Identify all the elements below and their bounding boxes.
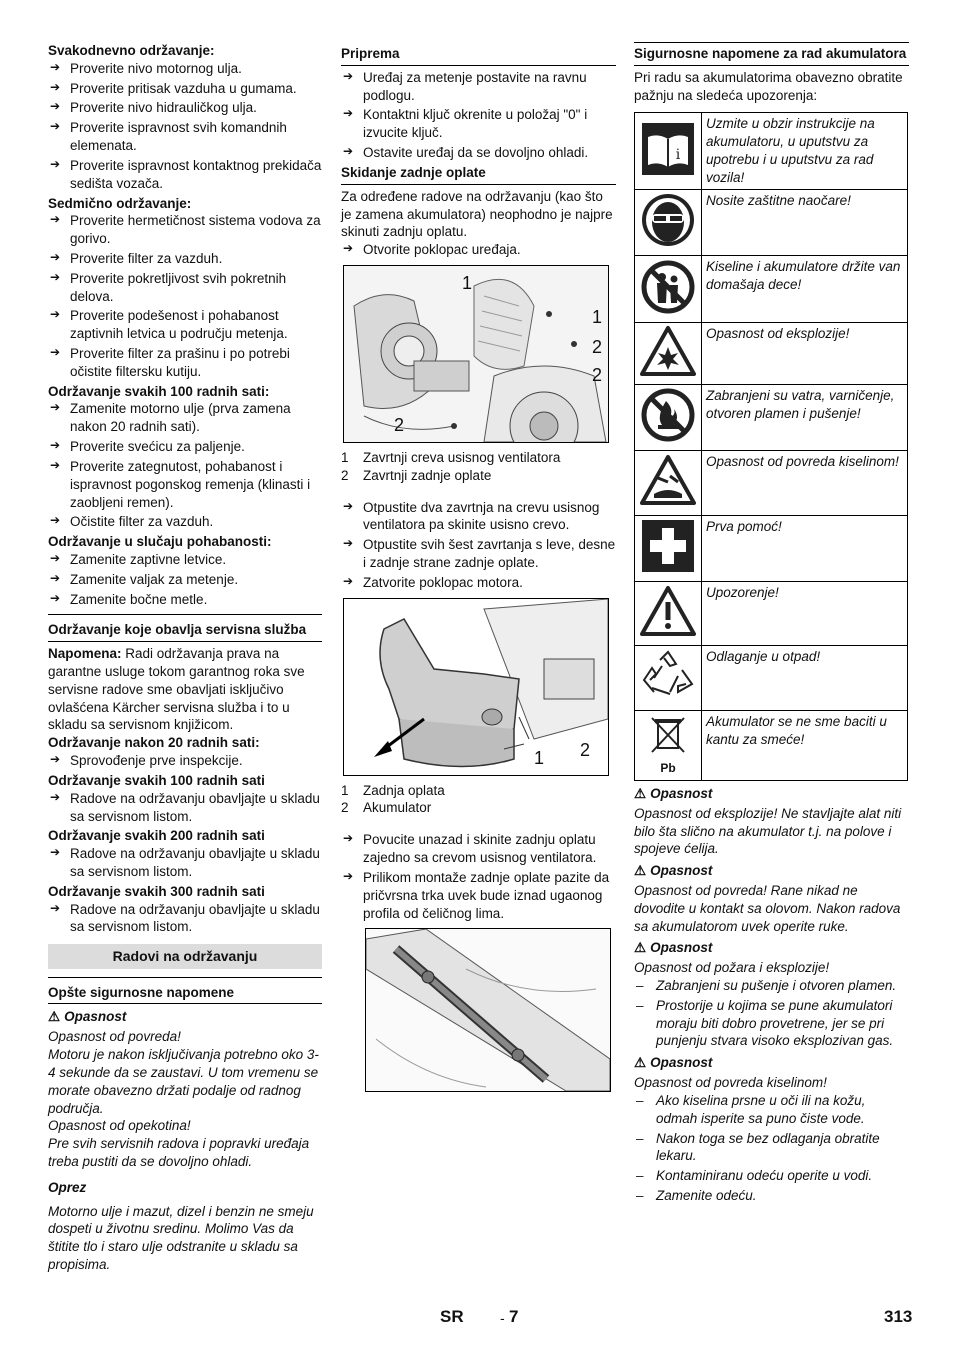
arrow-icon: [343, 574, 353, 590]
bin-label: Pb: [660, 760, 676, 775]
symbol-text: Prva pomoć!: [702, 515, 908, 581]
arrow-icon: [50, 212, 60, 228]
instruction-item: ➔ Radove na održavanju obavljajte u skladu sa servisnom listom.: [48, 901, 322, 937]
legend-item: 2 Zavrtnji zadnje oplate: [341, 467, 492, 483]
symbol-text: Upozorenje!: [702, 581, 908, 645]
danger3-heading: ⚠ Opasnost: [634, 940, 713, 956]
caution-heading: Oprez: [48, 1179, 87, 1195]
symbol-row: [635, 710, 908, 780]
instruction-item: ➔ Otpustite svih šest zavrtanja s leve, desne i zadnje strane zadnje oplate.: [341, 536, 616, 572]
symbol-table: [634, 112, 908, 780]
arrow-icon: [50, 571, 60, 587]
engine-illustration: [344, 266, 608, 442]
dash-item: – Zabranjeni su pušenje i otvoren plamen.: [634, 977, 909, 995]
danger1-heading: ⚠ Opasnost: [634, 785, 713, 801]
s100-title: Održavanje svakih 100 radnih sati: [48, 772, 265, 788]
instruction-item: ➔ Otvorite poklopac uređaja.: [341, 241, 616, 259]
instruction-item: ➔ Zamenite zaptivne letvice.: [48, 551, 322, 569]
instruction-item: ➔ Kontaktni ključ okrenite u položaj "0" i izvucite ključ.: [341, 106, 616, 142]
danger-line: Opasnost od povreda!: [48, 1029, 181, 1045]
callout-2b: 2: [592, 364, 603, 385]
footer-language: SR: [440, 1307, 464, 1326]
acid-icon: [640, 454, 696, 506]
arrow-icon: [343, 499, 353, 515]
arrow-icon: [50, 752, 60, 768]
symbol-row: [635, 190, 908, 256]
instruction-item: ➔ Povucite unazad i skinite zadnju oplatu zajedno sa crevom usisnog ventilatora.: [341, 831, 616, 867]
callout-2a: 2: [592, 336, 603, 357]
instruction-item: ➔ Proverite nivo motornog ulja.: [48, 60, 322, 78]
arrow-icon: [50, 60, 60, 76]
s300-list: [48, 901, 322, 937]
instruction-item: ➔ Proverite ispravnost kontaktnog prekidača sedišta vozača.: [48, 157, 322, 193]
instruction-item: ➔ Zatvorite poklopac motora.: [341, 574, 616, 592]
service-title: Održavanje koje obavlja servisna služba: [48, 614, 322, 642]
arrow-icon: [50, 80, 60, 96]
symbol-row: [635, 323, 908, 385]
danger4-heading: ⚠ Opasnost: [634, 1055, 713, 1071]
symbol-text: Opasnost od eksplozije!: [702, 323, 908, 385]
warning-triangle-icon: ⚠: [634, 940, 647, 956]
footer-separator: -: [500, 1310, 505, 1326]
explosion-icon: [640, 325, 696, 377]
instruction-item: ➔ Uređaj za metenje postavite na ravnu podlogu.: [341, 69, 616, 105]
symbol-text: Nosite zaštitne naočare!: [702, 190, 908, 256]
symbol-row: [635, 113, 908, 190]
battery-title: Sigurnosne napomene za rad akumulatora: [634, 42, 909, 66]
svg-text:i: i: [675, 147, 681, 164]
legend-item: 1 Zadnja oplata: [341, 782, 445, 798]
arrow-icon: [343, 106, 353, 122]
dash-item: – Nakon toga se bez odlaganja obratite lekaru.: [634, 1130, 909, 1166]
dash-item: – Ako kiselina prsne u oči ili na kožu, odmah isperite sa puno čiste vode.: [634, 1092, 909, 1128]
arrow-icon: [50, 790, 60, 806]
h100-title: Održavanje svakih 100 radnih sati:: [48, 383, 270, 399]
danger4-text: Opasnost od povreda kiselinom!: [634, 1075, 827, 1091]
instruction-item: ➔ Proverite podešenost i pohabanost zaptivnih letvica u području metenja.: [48, 307, 322, 343]
arrow-icon: [343, 144, 353, 160]
instruction-item: ➔ Proverite pokretljivost svih pokretnih delova.: [48, 270, 322, 306]
danger-line: Pre svih servisnih radova i popravki uređaja treba pustiti da se dovoljno ohladi.: [48, 1136, 310, 1169]
crossed-bin-icon: [640, 714, 696, 756]
arrow-icon: [50, 345, 60, 361]
callout-battery: 2: [580, 739, 591, 760]
callout-2c: 2: [394, 414, 405, 435]
prep-list: [341, 69, 616, 162]
instruction-item: ➔ Sprovođenje prve inspekcije.: [48, 752, 322, 770]
symbol-text: Akumulator se ne sme baciti u kantu za smeće!: [702, 710, 908, 780]
weekly-title: Sedmično održavanje:: [48, 195, 192, 211]
symbol-text: Opasnost od povreda kiselinom!: [702, 450, 908, 515]
weekly-list: [48, 212, 322, 380]
instruction-item: ➔ Proverite filter za prašinu i po potrebi očistite filtersku kutiju.: [48, 345, 322, 381]
steps-3: [341, 831, 616, 922]
arrow-icon: [50, 400, 60, 416]
instruction-item: ➔ Radove na održavanju obavljajte u skladu sa servisnom listom.: [48, 790, 322, 826]
arrow-icon: [343, 536, 353, 552]
symbol-row: [635, 645, 908, 710]
instruction-item: ➔ Proverite filter za vazduh.: [48, 250, 322, 268]
danger-lines: [48, 1028, 322, 1171]
goggles-icon: [640, 192, 696, 248]
danger-line: Motoru je nakon isključivanja potrebno oko 3-4 sekunde da se zaustavi. U tom vremenu se morate obavezno držati podalje od radnog područja.: [48, 1047, 319, 1116]
service-note: [48, 645, 322, 734]
arrow-icon: [50, 458, 60, 474]
instruction-item: ➔ Očistite filter za vazduh.: [48, 513, 322, 531]
arrow-icon: [50, 845, 60, 861]
dash-item: – Zamenite odeću.: [634, 1187, 909, 1205]
warning-triangle-icon: ⚠: [634, 863, 647, 879]
instruction-item: ➔ Proverite ispravnost svih komandnih elemenata.: [48, 119, 322, 155]
instruction-item: ➔ Zamenite valjak za metenje.: [48, 571, 322, 589]
remove-steps: [341, 241, 616, 259]
legend-1: [341, 449, 616, 485]
callout-1b: 1: [592, 306, 603, 327]
legend-item: 2 Akumulator: [341, 800, 432, 816]
symbol-text: Uzmite u obzir instrukcije na akumulatoru, u uputstvu za upotrebu i u uputstvu za rad vozila!: [702, 113, 908, 190]
danger2-text: Opasnost od povreda! Rane nikad ne dovodite u kontakt sa olovom. Nakon radova sa akumulatorom uvek operite ruke.: [634, 882, 901, 934]
danger3-text: Opasnost od požara i eksplozije!: [634, 960, 830, 976]
arrow-icon: [50, 551, 60, 567]
column-left: [48, 42, 322, 1274]
arrow-icon: [50, 591, 60, 607]
arrow-icon: [343, 869, 353, 885]
callout-1a: 1: [462, 272, 473, 293]
danger1-text: Opasnost od eksplozije! Ne stavljajte alat niti bilo šta slično na akumulator t.j. na polove i spojeve ćelija.: [634, 805, 902, 857]
dash-item: – Kontaminiranu odeću operite u vodi.: [634, 1167, 909, 1185]
callout-cover: 1: [534, 747, 545, 768]
dash-item: – Prostorije u kojima se pune akumulatori moraju biti dobro provetrene, jer se pri punjenju stvara visoko eksplozivan gas.: [634, 997, 909, 1050]
s100-list: [48, 790, 322, 826]
danger3-items: [634, 977, 909, 1050]
arrow-icon: [343, 831, 353, 847]
warning-triangle-icon: ⚠: [48, 1009, 61, 1025]
arrow-icon: [50, 99, 60, 115]
instruction-item: ➔ Proverite hermetičnost sistema vodova za gorivo.: [48, 212, 322, 248]
symbol-text: Zabranjeni su vatra, varničenje, otvoren plamen i pušenje!: [702, 385, 908, 451]
arrow-icon: [50, 438, 60, 454]
rear-cover-illustration: [344, 599, 608, 775]
symbol-row: [635, 515, 908, 581]
note-text: Radi održavanja prava na garantne usluge tokom garantnog roka sve servisne radove sme obavljati isključivo ovlašćena Kärcher servisna služba i to u skladu sa servisnom knjižicom.: [48, 646, 305, 733]
arrow-icon: [50, 270, 60, 286]
steps-2: [341, 499, 616, 592]
symbol-row: [635, 581, 908, 645]
arrow-icon: [343, 69, 353, 85]
arrow-icon: [50, 901, 60, 917]
no-children-icon: [640, 259, 696, 315]
symbol-text: Kiseline i akumulatore držite van domašaja dece!: [702, 256, 908, 323]
footer-page-number: 313: [884, 1307, 913, 1326]
daily-title: Svakodnevno održavanje:: [48, 43, 215, 58]
warning-triangle-icon: ⚠: [634, 785, 647, 801]
instruction-item: ➔ Prilikom montaže zadnje oplate pazite da pričvrsna trka uvek bude iznad ugaonog profila od čeličnog lima.: [341, 869, 616, 922]
instruction-item: ➔ Zamenite bočne metle.: [48, 591, 322, 609]
symbol-row: [635, 256, 908, 323]
battery-intro: Pri radu sa akumulatorima obavezno obratite pažnju na sledeća upozorenja:: [634, 69, 903, 103]
legend-2: [341, 782, 616, 818]
first-aid-icon: [641, 519, 695, 573]
remove-text: Za određene radove na održavanju (kao što je zamena akumulatora) neophodno je najpre skinuti zadnju oplatu.: [341, 188, 613, 240]
s200-list: [48, 845, 322, 881]
column-right: [634, 42, 909, 1207]
danger-line: Opasnost od opekotina!: [48, 1118, 191, 1134]
instruction-item: ➔ Proverite svećicu za paljenje.: [48, 438, 322, 456]
manual-book-icon: [640, 121, 696, 177]
arrow-icon: [50, 250, 60, 266]
symbol-text: Odlaganje u otpad!: [702, 645, 908, 710]
symbol-row: [635, 450, 908, 515]
instruction-item: ➔ Ostavite uređaj da se dovoljno ohladi.: [341, 144, 616, 162]
recycle-icon: [640, 648, 696, 702]
wear-title: Održavanje u slučaju pohabanosti:: [48, 534, 272, 550]
figure-rear-cover: [343, 598, 609, 776]
instruction-item: ➔ Radove na održavanju obavljajte u skladu sa servisnom listom.: [48, 845, 322, 881]
no-fire-icon: [640, 387, 696, 443]
note-label: Napomena:: [48, 646, 122, 662]
instruction-item: ➔ Proverite zategnutost, pohabanost i ispravnost pogonskog remenja (klinasti i zaobljeni remen).: [48, 458, 322, 511]
section-band: Radovi na održavanju: [48, 944, 322, 968]
column-middle: [341, 42, 616, 1098]
arrow-icon: [50, 157, 60, 173]
s20-list: [48, 752, 322, 770]
legend-item: 1 Zavrtnji creva usisnog ventilatora: [341, 449, 561, 465]
s200-title: Održavanje svakih 200 radnih sati: [48, 828, 265, 844]
figure-engine-compartment: [343, 265, 609, 443]
daily-list: [48, 60, 322, 193]
profile-illustration: [366, 929, 610, 1091]
instruction-item: ➔ Zamenite motorno ulje (prva zamena nakon 20 radnih sati).: [48, 400, 322, 436]
s20-title: Održavanje nakon 20 radnih sati:: [48, 735, 260, 751]
wear-list: [48, 551, 322, 608]
figure-mounting-profile: [365, 928, 611, 1092]
arrow-icon: [50, 307, 60, 323]
remove-title: Skidanje zadnje oplate: [341, 164, 616, 185]
danger-heading: ⚠ Opasnost: [48, 1009, 127, 1025]
s300-title: Održavanje svakih 300 radnih sati: [48, 883, 265, 899]
danger2-heading: ⚠ Opasnost: [634, 863, 713, 879]
instruction-item: ➔ Otpustite dva zavrtnja na crevu usisnog ventilatora pa skinite usisno crevo.: [341, 499, 616, 535]
h100-list: [48, 400, 322, 531]
general-safety-title: Opšte sigurnosne napomene: [48, 977, 322, 1005]
arrow-icon: [343, 241, 353, 257]
warning-icon: [640, 585, 696, 637]
warning-triangle-icon: ⚠: [634, 1055, 647, 1071]
arrow-icon: [50, 119, 60, 135]
caution-text: Motorno ulje i mazut, dizel i benzin ne smeju dospeti u životnu sredinu. Molimo Vas da štitite tlo i staro ulje odstranite u skladu sa propisima.: [48, 1203, 314, 1273]
arrow-icon: [50, 513, 60, 529]
footer-section-page: 7: [509, 1307, 519, 1326]
instruction-item: ➔ Proverite nivo hidrauličkog ulja.: [48, 99, 322, 117]
prep-title: Priprema: [341, 45, 616, 66]
instruction-item: ➔ Proverite pritisak vazduha u gumama.: [48, 80, 322, 98]
symbol-row: [635, 385, 908, 451]
danger4-items: [634, 1092, 909, 1205]
